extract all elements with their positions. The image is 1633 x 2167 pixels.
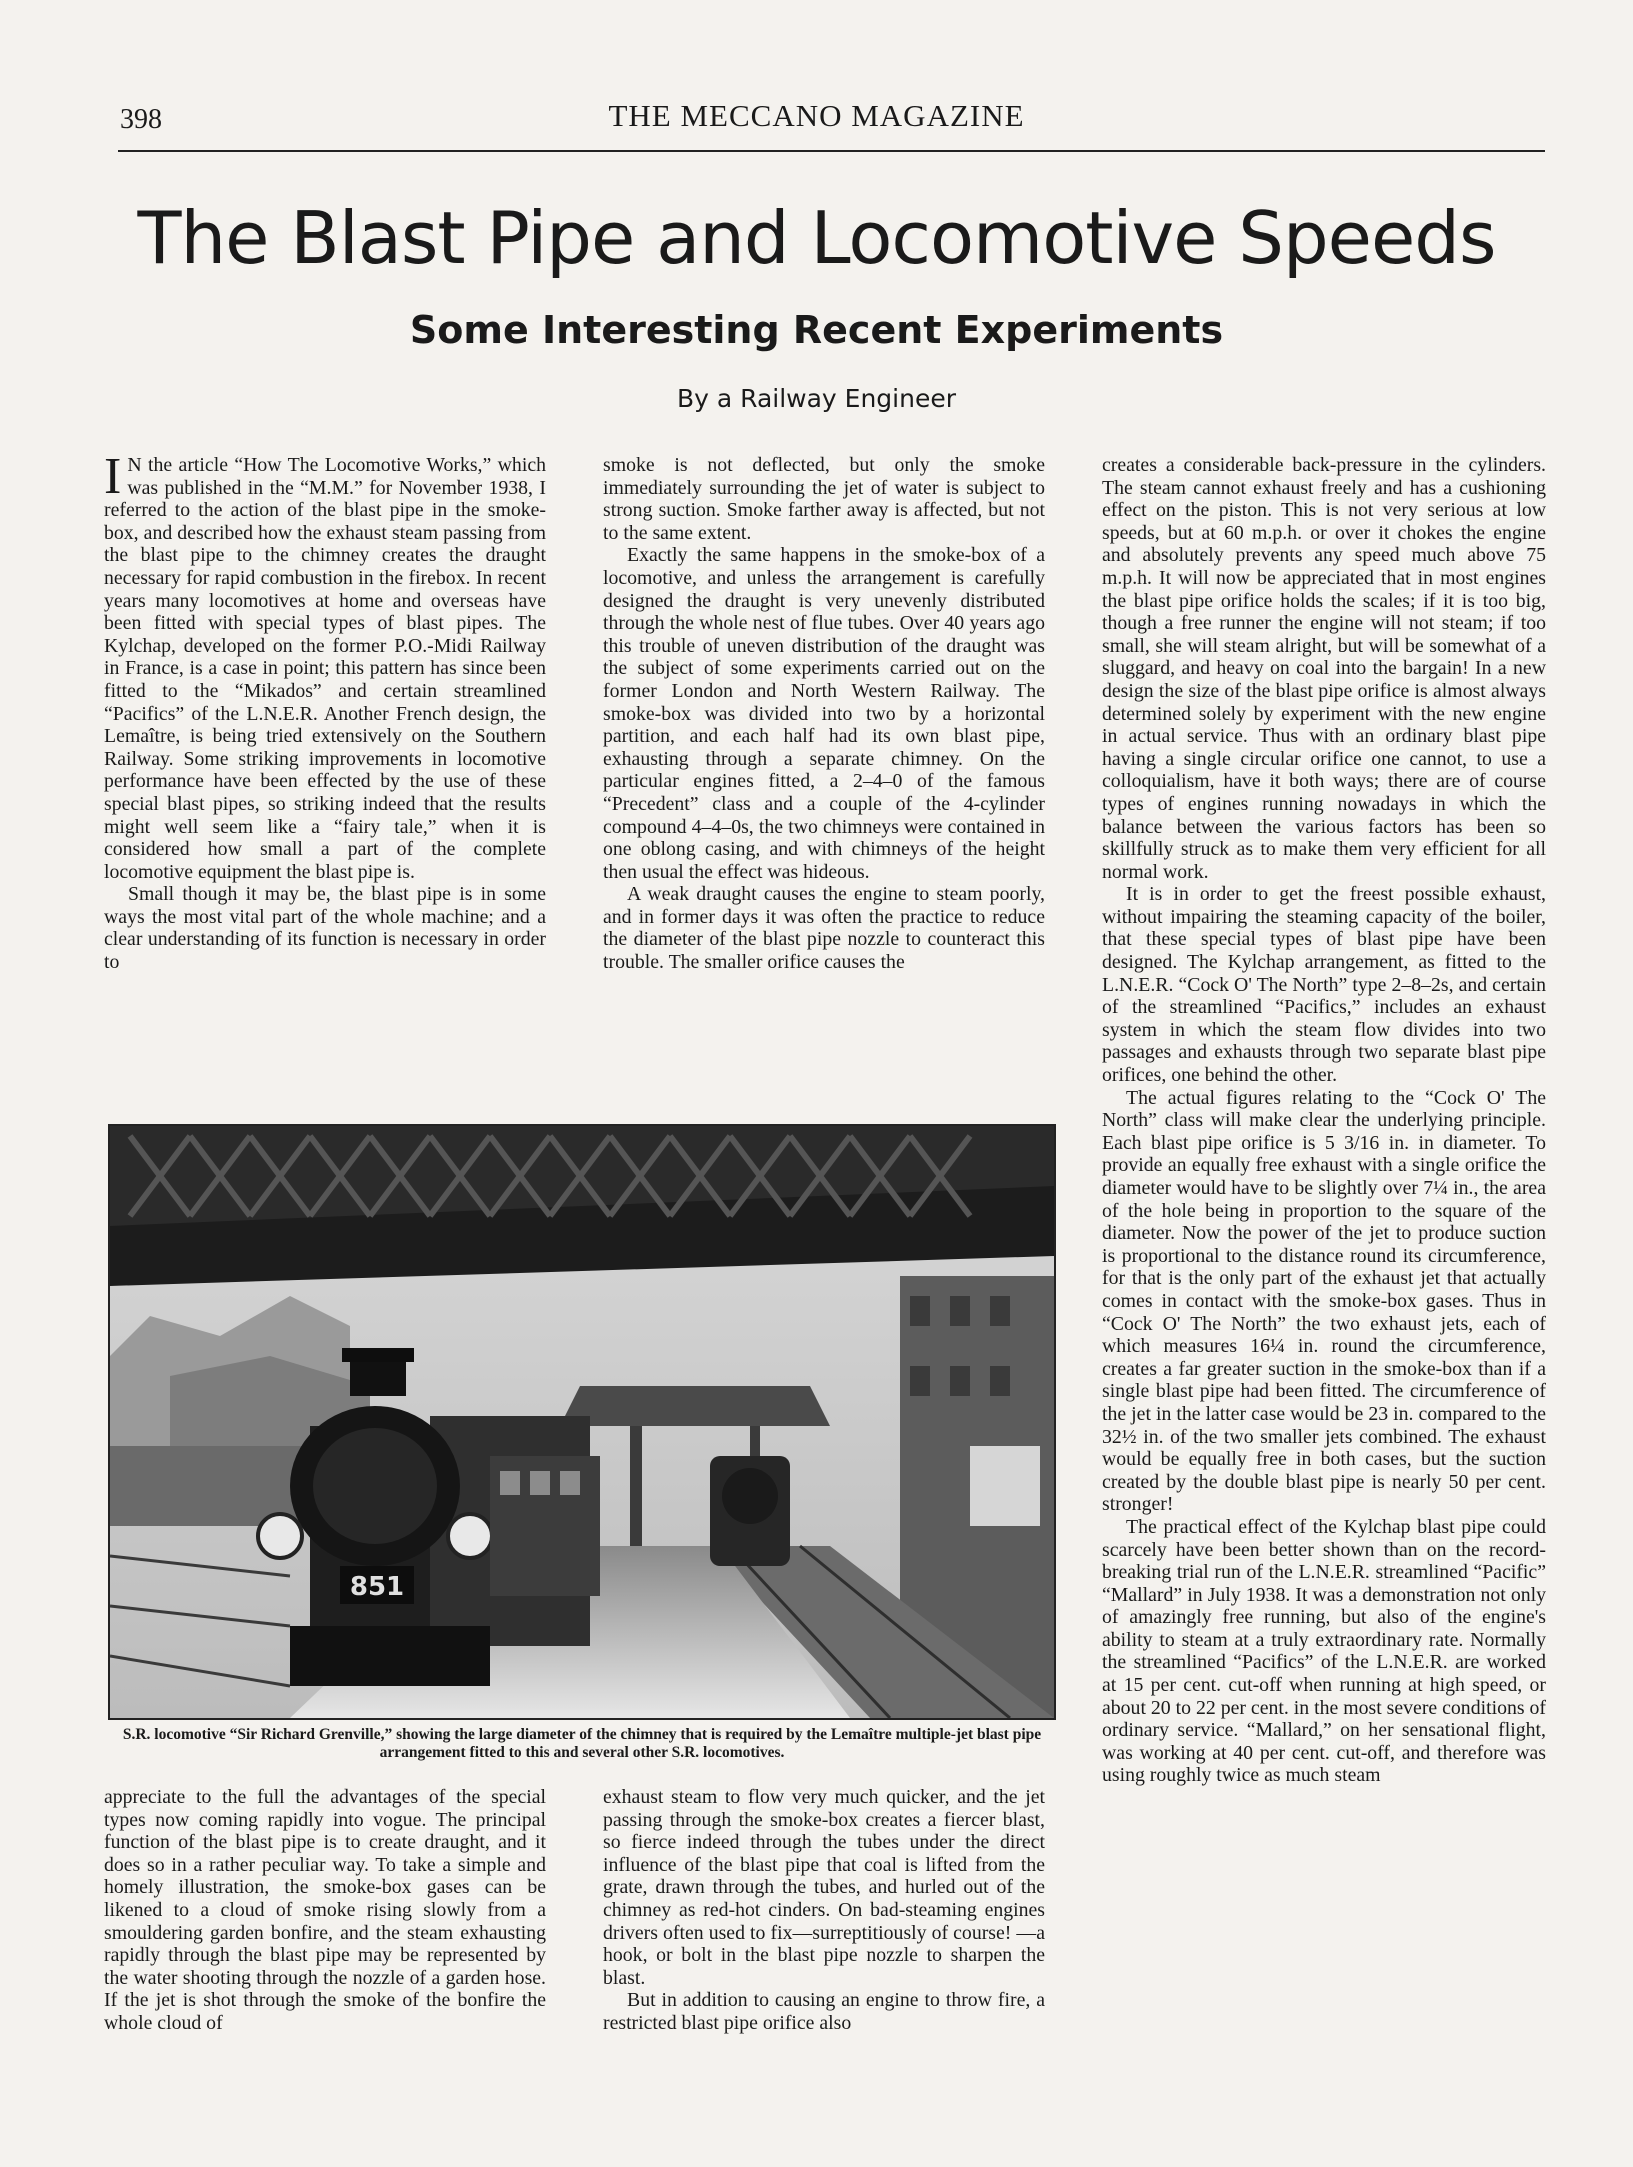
- column-1-bottom: [104, 1786, 546, 2076]
- photo-illustration: [110, 1126, 1054, 1718]
- paragraph-7: It is in order to get the freest possible exhaust, without impairing the steaming capacity of the boiler, that these special types of blast pipe have been designed. The Kylchap arrangement, as fitted to the L.N.E.R. “Cock O' The North” type 2–8–2s, and certain of the streamlined “Pacifics,” includes an exhaust system in which the steam flow divides into two passages and exhausts through two separate blast pipe orifices, one behind the other.: [1102, 883, 1546, 1087]
- column-3: [1102, 454, 1546, 2044]
- paragraph-5: A weak draught causes the engine to steam poorly, and in former days it was often the practice to reduce the diameter of the blast pipe nozzle to counteract this trouble. The smaller orifice causes the: [603, 883, 1045, 974]
- paragraph-1: I N the article “How The Locomotive Works,” which was published in the “M.M.” for November 1938, I referred to the action of the blast pipe in the smoke-box, and described how the exhaust steam passing from the blast pipe to the chimney creates the draught necessary for rapid combustion in the firebox. In recent years many locomotives at home and overseas have been fitted with special types of blast pipes. The Kylchap, developed on the former P.O.-Midi Railway in France, is a case in point; this pattern has since been fitted to the “Mikados” and certain streamlined “Pacifics” of the L.N.E.R. Another French design, the Lemaître, is being tried extensively on the Southern Railway. Some striking improvements in locomotive performance have been effected by the use of these special blast pipes, so striking indeed that the results might well seem like a “fairy tale,” when it is considered how small a part of the complete locomotive equipment the blast pipe is.: [104, 448, 546, 883]
- header-rule: [118, 150, 1545, 152]
- paragraph-11: exhaust steam to flow very much quicker, and the jet passing through the smoke-box creates a fiercer blast, so fierce indeed through the tubes under the direct influence of the blast pipe that coal is lifted from the grate, drawn through the tubes, and hurled out of the chimney as red-hot cinders. On bad-steaming engines drivers often used to fix—surreptitiously of course! —a hook, or bolt in the blast pipe nozzle to sharpen the blast.: [603, 1786, 1045, 1989]
- photo-caption: S.R. locomotive “Sir Richard Grenville,” showing the large diameter of the chimney that is required by the Lemaître multiple-jet blast pipe arrangement fitted to this and several other S.R. locomotives.: [122, 1726, 1042, 1761]
- column-1-top: [104, 448, 546, 1094]
- article-subtitle: Some Interesting Recent Experiments: [409, 308, 1224, 352]
- locomotive-photo: [108, 1124, 1056, 1720]
- paragraph-10: appreciate to the full the advantages of the special types now coming rapidly into vogue. The principal function of the blast pipe is to create draught, and it does so in a rather peculiar way. To take a simple and homely illustration, the smoke-box gases can be likened to a cloud of smoke rising slowly from a smouldering garden bonfire, and the steam exhausting rapidly through the blast pipe may be represented by the water shooting through the nozzle of a garden hose. If the jet is shot through the smoke of the bonfire the whole cloud of: [104, 1786, 546, 2034]
- page-number: 398: [120, 104, 162, 135]
- column-2-top: [603, 454, 1045, 1094]
- paragraph-3: smoke is not deflected, but only the smoke immediately surrounding the jet of water is subject to strong suction. Smoke farther away is affected, but not to the same extent.: [603, 454, 1045, 544]
- paragraph-6: creates a considerable back-pressure in the cylinders. The steam cannot exhaust freely and has a cushioning effect on the piston. This is not very serious at low speeds, but at 60 m.p.h. or over it chokes the engine and absolutely prevents any speed much above 75 m.p.h. It will now be appreciated that in most engines the blast pipe orifice holds the scales; if it is too big, though a free runner the engine will not steam; if too small, she will steam alright, but will be somewhat of a sluggard, and heavy on coal into the bargain! In a new design the size of the blast pipe orifice is almost always determined solely by experiment with the new engine in actual service. Thus with an ordinary blast pipe having a single circular orifice one cannot, to use a colloquialism, have it both ways; there are of course types of engines running nowadays in which the balance between the various factors has been so skillfully struck as to make them very efficient for all normal work.: [1102, 454, 1546, 883]
- paragraph-9: The practical effect of the Kylchap blast pipe could scarcely have been better shown than on the record-breaking trial run of the L.N.E.R. streamlined “Pacific” “Mallard” in July 1938. It was a demonstration not only of amazingly free running, but also of the engine's ability to steam at a truly extraordinary rate. Normally the streamlined “Pacifics” of the L.N.E.R. are worked at 15 per cent. cut-off when running at high speed, or about 20 to 22 per cent. in the most severe conditions of ordinary service. “Mallard,” on her sensational flight, was working at 40 per cent. cut-off, and therefore was using roughly twice as much steam: [1102, 1515, 1546, 1787]
- column-2-bottom: [603, 1786, 1045, 2076]
- paragraph-2: Small though it may be, the blast pipe is in some ways the most vital part of the whole machine; and a clear understanding of its function is necessary in order to: [104, 883, 546, 974]
- running-head: THE MECCANO MAGAZINE: [608, 98, 1025, 133]
- article-title: The Blast Pipe and Locomotive Speeds: [137, 196, 1496, 280]
- paragraph-4: Exactly the same happens in the smoke-box of a locomotive, and unless the arrangement is carefully designed the draught is very unevenly distributed through the whole nest of flue tubes. Over 40 years ago this trouble of uneven distribution of the draught was the subject of some experiments carried out on the former London and North Western Railway. The smoke-box was divided into two by a horizontal partition, and each half had its own blast pipe, exhausting through a separate chimney. On the particular engines fitted, a 2–4–0 of the famous “Precedent” class and a couple of the 4-cylinder compound 4–4–0s, the two chimneys were contained in one oblong casing, and with chimneys of the height then usual the effect was hideous.: [603, 544, 1045, 883]
- paragraph-8: The actual figures relating to the “Cock O' The North” class will make clear the underlying principle. Each blast pipe orifice is 5 3/16 in. in diameter. To provide an equally free exhaust with a single orifice the diameter would have to be slightly over 7¼ in., the area of the hole being in proportion to the square of the diameter. Now the power of the jet to produce suction is proportional to the distance round its circumference, for that is the only part of the exhaust jet that actually comes in contact with the smoke-box gases. Thus in “Cock O' The North” the two exhaust jets, each of which measures 16¼ in. round the circumference, creates a far greater suction in the smoke-box than if a single blast pipe had been fitted. The circumference of the jet in the latter case would be 23 in. compared to the 32½ in. of the two smaller jets combined. The exhaust would be equally free in both cases, but the suction created by the double blast pipe is nearly 50 per cent. stronger!: [1102, 1086, 1546, 1516]
- byline: By a Railway Engineer: [676, 384, 957, 413]
- paragraph-12: But in addition to causing an engine to throw fire, a restricted blast pipe orifice also: [603, 1989, 1045, 2034]
- drop-cap: I: [104, 448, 122, 505]
- engine-number-plate: 851: [349, 1572, 405, 1602]
